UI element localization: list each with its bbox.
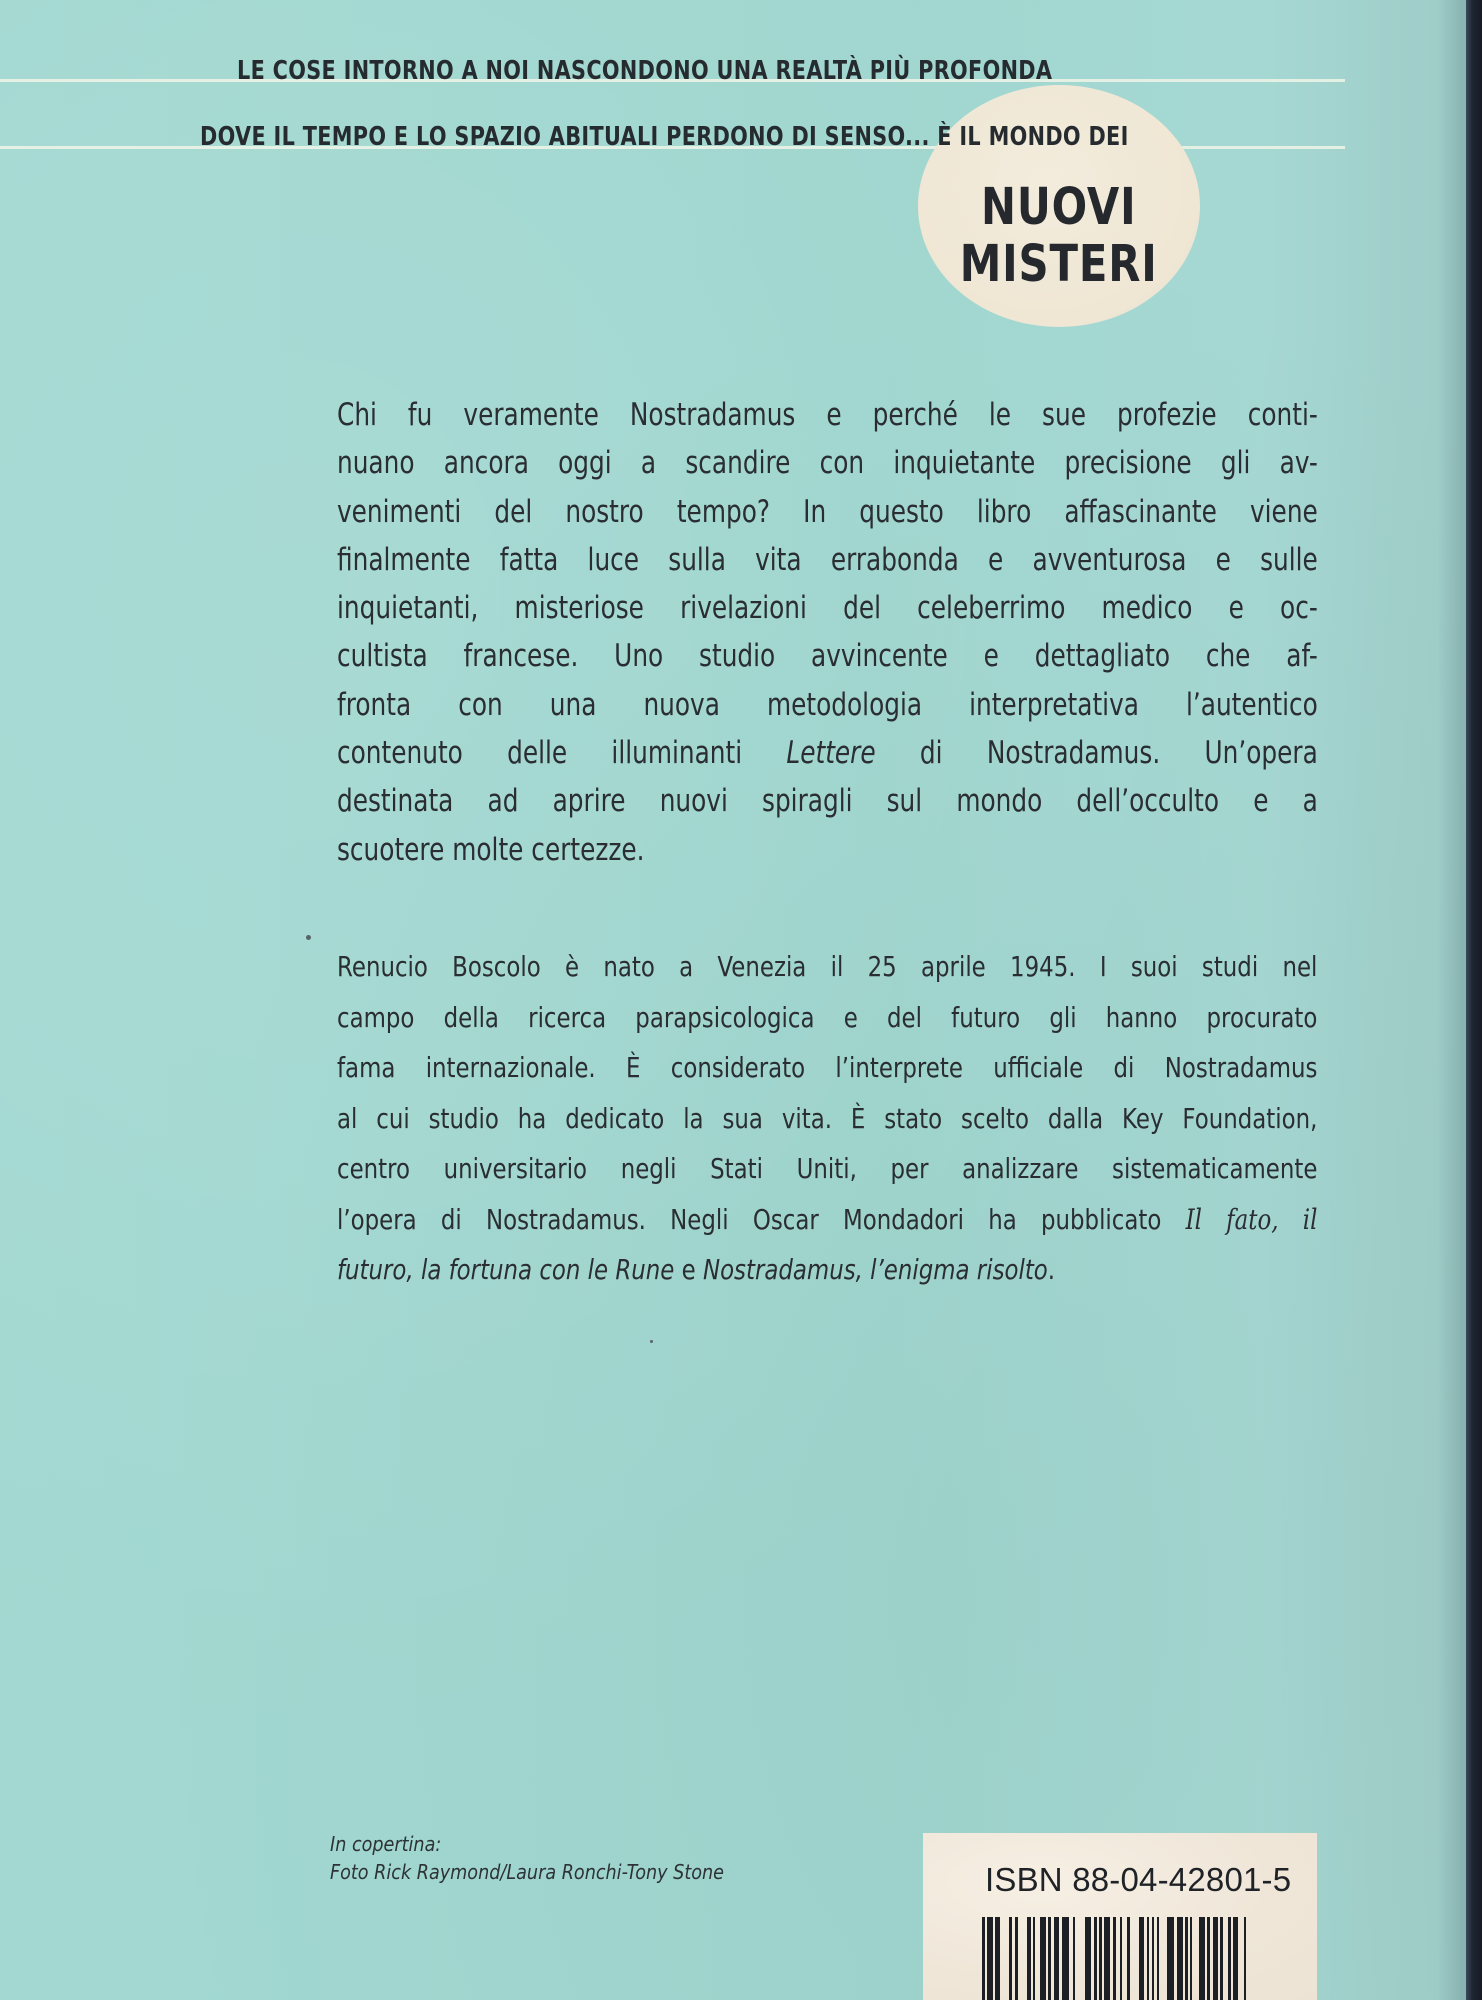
spine-edge [1466,0,1482,2000]
blurb-line: nuano ancora oggi a scandire con inquietante precisione gli av- [337,445,1318,482]
barcode-icon [982,1917,1274,2000]
cover-credit-text: Foto Rick Raymond/Laura Ronchi-Tony Stone [330,1860,724,1884]
barcode-space [1075,1917,1085,2000]
print-speck [650,1340,653,1343]
blurb-line: fronta con una nuova metodologia interpretativa l’autentico [337,686,1318,723]
bio-text: . [1047,1253,1056,1286]
bio-text: l’opera di Nostradamus. Negli Oscar Mondadori ha pubblicato [337,1202,1186,1236]
barcode-space [1000,1917,1009,2000]
tagline-line-2: DOVE IL TEMPO E LO SPAZIO ABITUALI PERDONO DI SENSO... È IL MONDO DEI [200,122,1129,152]
barcode-space [1130,1917,1139,2000]
barcode-bar [1244,1917,1246,2000]
blurb-line: Chi fu veramente Nostradamus e perché le sue profezie conti- [337,397,1318,433]
isbn-label [923,1833,1317,2000]
blurb-text: contenuto delle illuminanti [337,735,787,772]
bio-line: campo della ricerca parapsicologica e del futuro gli hanno procurato [337,1000,1318,1034]
barcode-space [1018,1917,1027,2000]
cover-credit [330,1830,778,1886]
blurb-line: venimenti del nostro tempo? In questo libro affascinante viene [337,493,1318,530]
blurb-line [337,734,1318,782]
barcode-space [1159,1917,1167,2000]
cover-credit-label: In copertina: [330,1832,442,1856]
print-speck [306,935,311,940]
bio-line [337,1252,1317,1303]
bio-text: e [674,1253,703,1286]
isbn-number: ISBN 88-04-42801-5 [985,1861,1292,1898]
bio-italic-title: futuro, la fortuna con le Rune [337,1253,675,1286]
barcode-space [1192,1917,1199,2000]
blurb-line: inquietanti, misteriose rivelazioni del celeberrimo medico e oc- [337,590,1318,627]
blurb-line: finalmente fatta luce sulla vita errabonda e avventurosa e sulle [337,541,1318,578]
series-title-nuovi: NUOVI [981,178,1137,237]
barcode-bar [1062,1917,1069,2000]
bio-italic-title: Il fato, il [1185,1202,1318,1236]
tagline-line-1: LE COSE INTORNO A NOI NASCONDONO UNA REALTÀ PIÙ PROFONDA [237,56,1053,86]
blurb-line: destinata ad aprire nuovi spiragli sul mondo dell’occulto e a [337,783,1318,820]
barcode-bar [1167,1917,1174,2000]
bio-line: fama internazionale. È considerato l’interprete ufficiale di Nostradamus [337,1051,1318,1084]
series-title-line-2 [918,235,1200,294]
blurb-text: di Nostradamus. Un’opera [875,735,1318,772]
bio-line: centro universitario negli Stati Uniti, per analizzare sistematicamente [337,1152,1318,1185]
blurb-line: cultista francese. Uno studio avvincente e dettagliato che af- [337,638,1318,675]
blurb-paragraph [337,396,1318,879]
blurb-italic-title: Lettere [786,735,876,772]
series-title-line-1 [918,178,1200,237]
blurb-line: scuotere molte certezze. [337,831,645,868]
bio-italic-title: Nostradamus, l’enigma risolto [702,1253,1048,1286]
bio-line: Renucio Boscolo è nato a Venezia il 25 aprile 1945. I suoi studi nel [337,950,1318,983]
bio-line: al cui studio ha dedicato la sua vita. È stato scelto dalla Key Foundation, [337,1101,1318,1135]
author-bio-paragraph [337,949,1318,1303]
bio-line [337,1202,1317,1253]
series-title-misteri: MISTERI [960,235,1158,294]
